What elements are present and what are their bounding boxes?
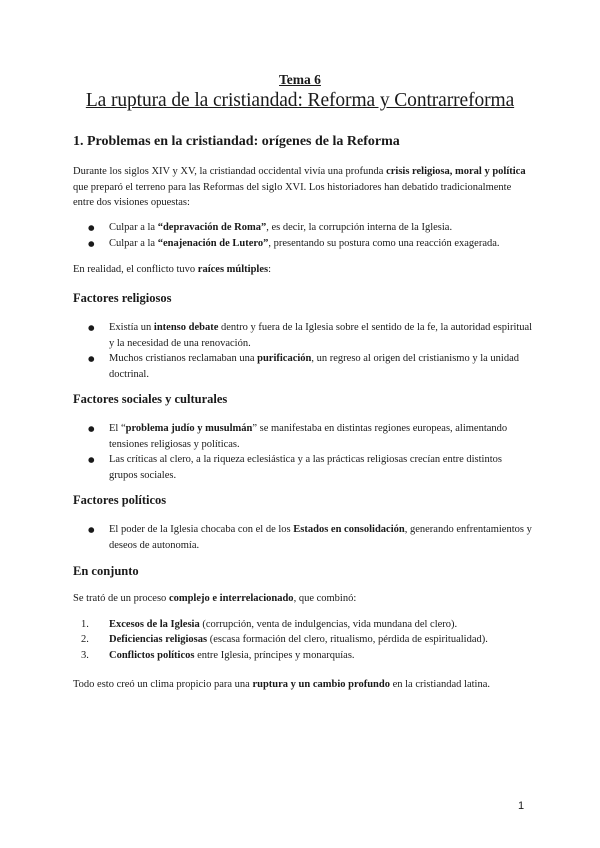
list-item: ● Las críticas al clero, a la riqueza eclesiástica y a las prácticas religiosas crecían entre distintos grupos sociales. xyxy=(73,452,533,483)
religious-factors xyxy=(73,291,533,382)
religious-factors-heading: Factores religiosos xyxy=(73,291,172,305)
social-factors-heading: Factores sociales y culturales xyxy=(73,392,228,406)
roots-paragraph: En realidad, el conflicto tuvo raíces múltiples: xyxy=(73,264,271,275)
intro-text: Durante los siglos XIV y XV, la cristiandad occidental vivía una profunda crisis religiosa, moral y política que preparó el terreno para las Reformas del siglo XVI. Los historiadores han debatido tradicionalmente entre dos visiones opuestas: xyxy=(73,166,526,208)
list-item: 2. Deficiencias religiosas (escasa formación del clero, ritualismo, pérdida de espiritualidad). xyxy=(81,634,488,645)
list-item: ● Culpar a la “enajenación de Lutero”, presentando su postura como una reacción exagerada. xyxy=(73,236,533,252)
list-item: 3. Conflictos políticos entre Iglesia, príncipes y monarquías. xyxy=(81,649,355,661)
topic-number: Tema 6 xyxy=(279,72,321,87)
section-1-heading: 1. Problemas en la cristiandad: orígenes de la Reforma xyxy=(73,134,400,149)
political-factors-heading: Factores políticos xyxy=(73,493,167,507)
list-item: ● Culpar a la “depravación de Roma”, es decir, la corrupción interna de la Iglesia. xyxy=(73,220,533,236)
closing-paragraph: Todo esto creó un clima propicio para una ruptura y un cambio profundo en la cristiandad latina. xyxy=(73,679,490,690)
list-item: ● Muchos cristianos reclamaban una purificación, un regreso al origen del cristianismo y la unidad doctrinal. xyxy=(73,351,533,382)
list-item: ● Existía un intenso debate dentro y fuera de la Iglesia sobre el sentido de la fe, la autoridad espiritual y la necesidad de una renovación. xyxy=(73,320,533,351)
social-factors xyxy=(73,392,533,483)
list-item: ● El “problema judío y musulmán” se manifestaba en distintas regiones europeas, alimentando tensiones religiosas y políticas. xyxy=(73,421,533,452)
summary-section xyxy=(73,564,533,693)
political-factors xyxy=(73,493,533,553)
intro-paragraph xyxy=(73,164,533,211)
visions-list xyxy=(73,220,533,251)
page-title: La ruptura de la cristiandad: Reforma y Contrarreforma xyxy=(85,90,515,111)
list-item: 1. Excesos de la Iglesia (corrupción, venta de indulgencias, vida mundana del clero). xyxy=(81,618,458,630)
summary-heading: En conjunto xyxy=(73,564,139,578)
section-heading xyxy=(73,134,533,150)
page-number: 1 xyxy=(518,800,525,812)
list-item: ● El poder de la Iglesia chocaba con el de los Estados en consolidación, generando enfrentamientos y deseos de autonomía. xyxy=(73,522,533,553)
summary-intro: Se trató de un proceso complejo e interrelacionado, que combinó: xyxy=(73,593,357,604)
